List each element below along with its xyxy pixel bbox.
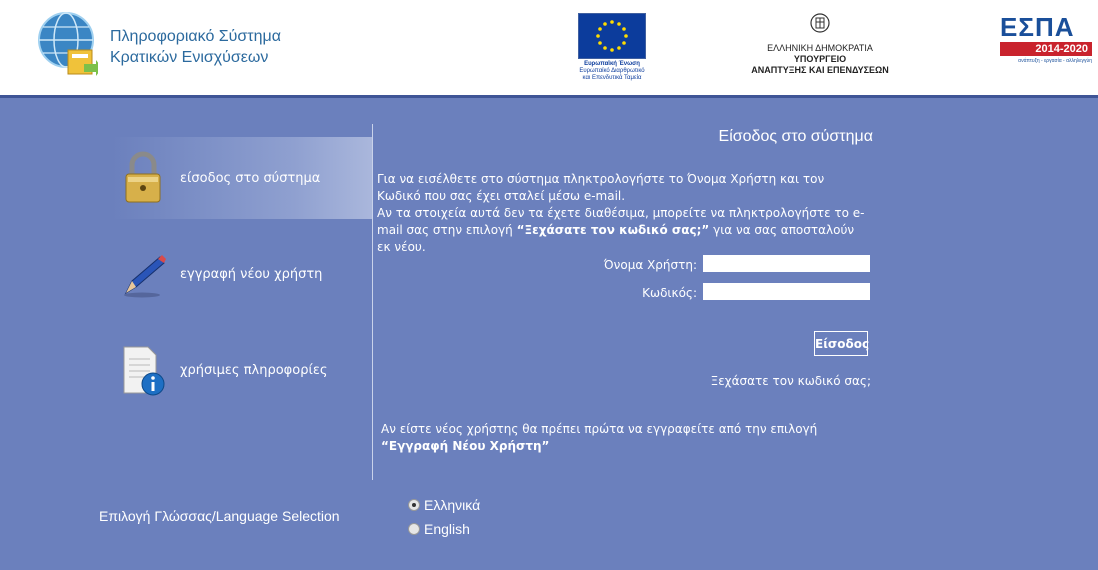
language-option-english-label: English xyxy=(424,521,470,537)
side-navigation xyxy=(112,137,372,425)
espa-years: 2014-2020 xyxy=(1000,42,1092,56)
intro-paragraph-2 xyxy=(377,205,867,256)
intro-paragraph-2-text: Αν τα στοιχεία αυτά δεν τα έχετε διαθέσιμα, μπορείτε να πληκτρολογήστε το e-mail σας στην επιλογή xyxy=(377,206,865,237)
globe-logo-icon xyxy=(38,10,98,78)
espa-logo xyxy=(1000,14,1092,72)
greek-emblem-icon xyxy=(810,12,830,34)
nav-item-register[interactable] xyxy=(112,233,372,315)
new-user-reference: “Εγγραφή Νέου Χρήστη” xyxy=(381,439,550,453)
eu-flag-icon xyxy=(578,13,646,59)
password-input[interactable] xyxy=(703,283,870,300)
eu-logo xyxy=(578,13,646,81)
language-option-english[interactable] xyxy=(408,521,470,537)
gov-line1: ΕΛΛΗΝΙΚΗ ΔΗΜΟΚΡΑΤΙΑ xyxy=(767,43,873,53)
eu-caption-line2: Ευρωπαϊκό Διαρθρωτικό xyxy=(579,68,645,74)
system-name-line1: Πληροφοριακό Σύστημα xyxy=(110,28,281,45)
nav-register-label: εγγραφή νέου χρήστη xyxy=(180,267,323,282)
gov-line3: ΑΝΑΠΤΥΞΗΣ ΚΑΙ ΕΠΕΝΔΥΣΕΩΝ xyxy=(751,65,889,75)
radio-unselected-icon[interactable] xyxy=(408,523,420,535)
espa-title: ΕΣΠΑ xyxy=(1000,12,1075,42)
page-title: Είσοδος στο σύστημα xyxy=(718,128,873,145)
divider xyxy=(372,124,373,480)
system-name-line2: Κρατικών Ενισχύσεων xyxy=(110,49,269,66)
forgot-password-link[interactable]: Ξεχάσατε τον κωδικό σας; xyxy=(710,374,871,388)
nav-info-label: χρήσιμες πληροφορίες xyxy=(180,363,328,378)
intro-text xyxy=(377,171,867,256)
gov-line2: ΥΠΟΥΡΓΕΙΟ xyxy=(793,54,847,64)
info-document-icon xyxy=(120,343,166,397)
padlock-icon xyxy=(120,151,166,205)
intro-forgot-reference: “Ξεχάσατε τον κωδικό σας;” xyxy=(516,223,710,237)
nav-item-info[interactable] xyxy=(112,329,372,411)
intro-paragraph-2-end: για να σας αποσταλούν εκ νέου. xyxy=(377,223,855,254)
nav-item-login[interactable] xyxy=(112,137,372,219)
password-label: Κωδικός: xyxy=(642,286,697,300)
username-label: Όνομα Χρήστη: xyxy=(603,258,697,272)
intro-paragraph-1: Για να εισέλθετε στο σύστημα πληκτρολογήστε το Όνομα Χρήστη και τον Κωδικό που σας έχει σταλεί μέσω e-mail. xyxy=(377,172,825,203)
ministry-logo xyxy=(740,12,900,76)
eu-caption xyxy=(578,61,646,82)
eu-caption-line3: και Επενδυτικά Ταμεία xyxy=(582,75,642,81)
pencil-icon xyxy=(120,247,166,301)
language-option-greek[interactable] xyxy=(408,497,480,513)
username-input[interactable] xyxy=(703,255,870,272)
login-button[interactable]: Είσοδος xyxy=(814,331,868,356)
new-user-text xyxy=(381,421,871,455)
espa-slogan: ανάπτυξη - εργασία - αλληλεγγύη xyxy=(1018,58,1092,64)
site-header xyxy=(0,0,1098,98)
language-label: Επιλογή Γλώσσας/Language Selection xyxy=(99,508,340,524)
eu-caption-line1: Ευρωπαϊκή Ένωση xyxy=(584,61,640,67)
new-user-text-body: Αν είστε νέος χρήστης θα πρέπει πρώτα να εγγραφείτε από την επιλογή xyxy=(381,422,818,436)
language-option-greek-label: Ελληνικά xyxy=(424,497,481,513)
radio-selected-icon[interactable] xyxy=(408,499,420,511)
system-name xyxy=(110,26,281,68)
nav-login-label: είσοδος στο σύστημα xyxy=(180,171,321,186)
